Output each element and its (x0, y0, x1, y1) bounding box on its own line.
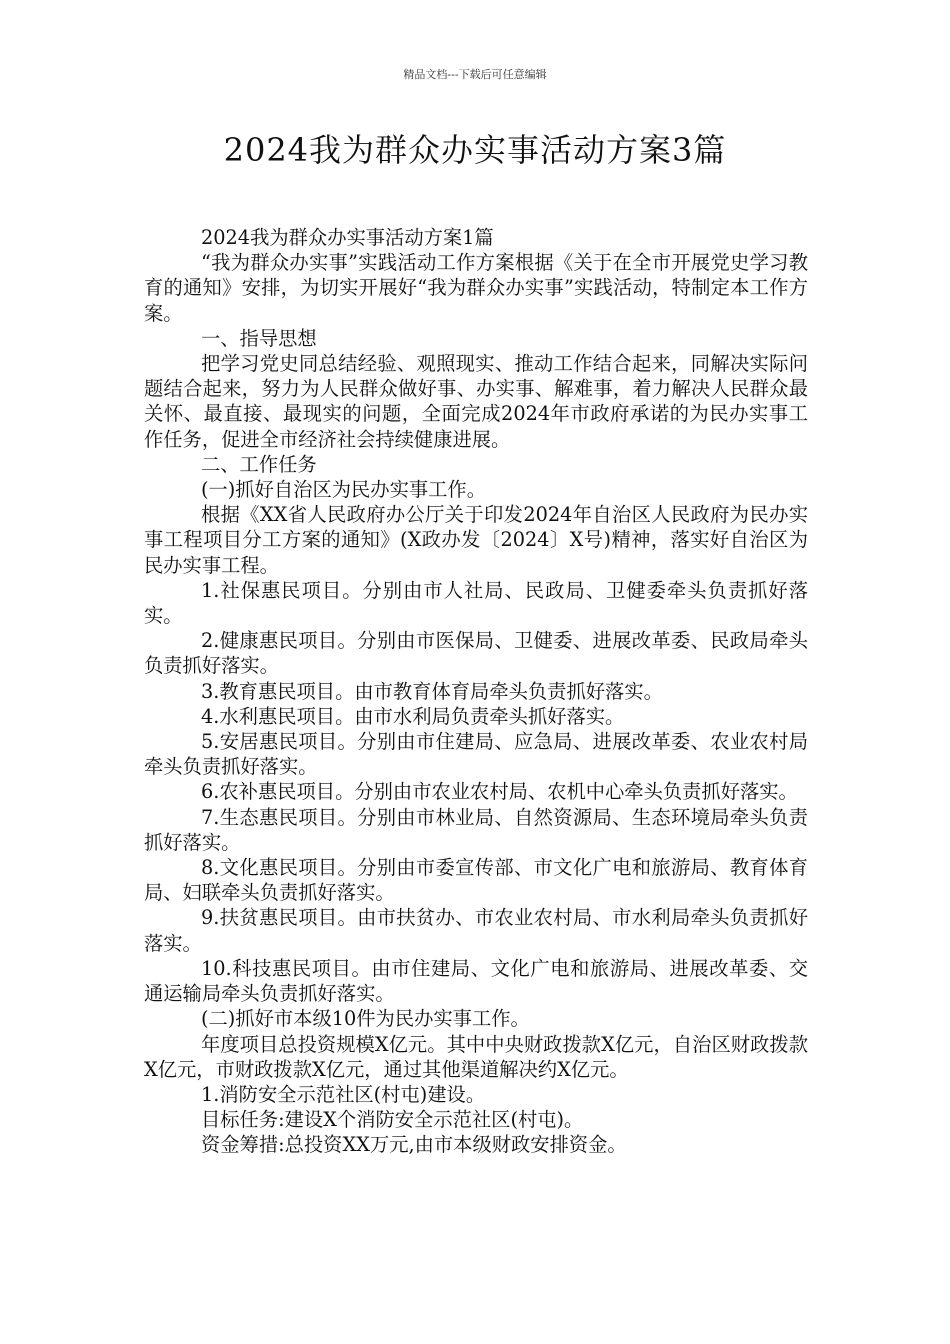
list-item: 1.社保惠民项目。分别由市人社局、民政局、卫健委牵头负责抓好落实。 (144, 578, 808, 628)
section-heading: 二、工作任务 (201, 452, 317, 476)
document-title: 2024我为群众办实事活动方案3篇 (223, 131, 727, 169)
list-item: 9.扶贫惠民项目。由市扶贫办、市农业农村局、市水利局牵头负责抓好落实。 (144, 906, 808, 955)
list-item: 2.健康惠民项目。分别由市医保局、卫健委、进展改革委、民政局牵头负责抓好落实。 (144, 629, 808, 678)
subsection-heading: (一)抓好自治区为民办实事工作。 (201, 478, 486, 502)
paragraph: 根据《XX省人民政府办公厅关于印发2024年自治区人民政府为民办实事工程项目分工方案的通知》(X政办发〔2024〕X号)精神，落实好自治区为民办实事工程。 (144, 503, 808, 577)
section-heading: 一、指导思想 (201, 326, 317, 350)
list-item: 6.农补惠民项目。分别由市农业农村局、农机中心牵头负责抓好落实。 (201, 780, 798, 804)
list-item: 10.科技惠民项目。由市住建局、文化广电和旅游局、进展改革委、交通运输局牵头负责抓好落实。 (144, 956, 808, 1006)
list-item: 1.消防安全示范社区(村屯)建设。 (201, 1082, 486, 1106)
paragraph: 资金筹措:总投资XX万元,由市本级财政安排资金。 (201, 1133, 627, 1157)
list-item: 7.生态惠民项目。分别由市林业局、自然资源局、生态环境局牵头负责抓好落实。 (144, 805, 808, 854)
list-item: 8.文化惠民项目。分别由市委宣传部、市文化广电和旅游局、教育体育局、妇联牵头负责抓好落实。 (144, 856, 808, 905)
section-heading: 2024我为群众办实事活动方案1篇 (201, 226, 494, 249)
paragraph: “我为群众办实事”实践活动工作方案根据《关于在全市开展党史学习教育的通知》安排，为切实开展好“我为群众办实事”实践活动，特制定本工作方案。 (144, 251, 808, 325)
list-item: 5.安居惠民项目。分别由市住建局、应急局、进展改革委、农业农村局牵头负责抓好落实。 (144, 730, 808, 779)
list-item: 4.水利惠民项目。由市水利局负责牵头抓好落实。 (201, 704, 625, 728)
paragraph: 把学习党史同总结经验、观照现实、推动工作结合起来，同解决实际问题结合起来，努力为人民群众做好事、办实事、解难事，着力解决人民群众最关怀、最直接、最现实的问题，全面完成2024年市政府承诺的为民办实事工作任务，促进全市经济社会持续健康进展。 (144, 352, 808, 451)
list-item: 3.教育惠民项目。由市教育体育局牵头负责抓好落实。 (201, 679, 663, 703)
document-body (144, 225, 808, 1158)
subsection-heading: (二)抓好市本级10件为民办实事工作。 (201, 1007, 530, 1031)
paragraph: 目标任务:建设X个消防安全示范社区(村屯)。 (201, 1108, 584, 1132)
paragraph: 年度项目总投资规模X亿元。其中中央财政拨款X亿元，自治区财政拨款X亿元，市财政拨款X亿元，通过其他渠道解决约X亿元。 (144, 1032, 808, 1081)
page-header-note: 精品文档---下载后可任意编辑 (403, 68, 547, 81)
